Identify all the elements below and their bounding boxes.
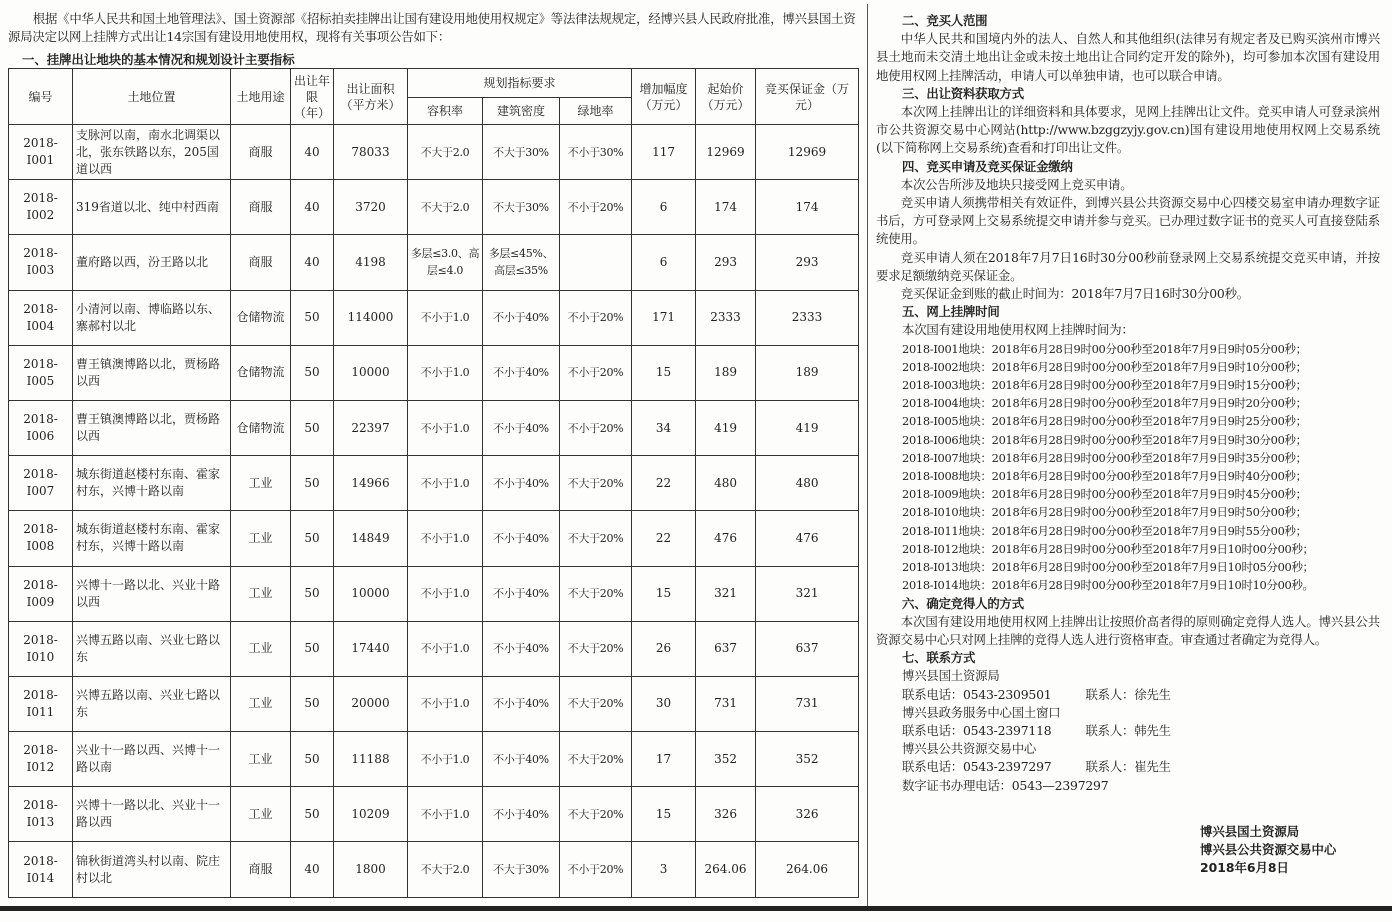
header-id: 编号	[9, 69, 73, 125]
cell-start-price: 326	[696, 787, 756, 842]
cell-id: 2018-I009	[9, 566, 73, 621]
cell-area: 17440	[334, 621, 408, 676]
cell-use: 工业	[231, 566, 291, 621]
cell-density: 不大于30%	[483, 125, 560, 180]
cell-id: 2018-I003	[9, 235, 73, 290]
table-row	[9, 621, 859, 676]
cell-start-price: 352	[696, 732, 756, 787]
cell-increment: 3	[632, 842, 696, 897]
schedule-item: 2018-I005地块：2018年6月28日9时00分00秒至2018年7月9日9时25分00秒；	[902, 414, 1307, 429]
cell-increment: 22	[632, 511, 696, 566]
schedule-item: 2018-I009地块：2018年6月28日9时00分00秒至2018年7月9日9时45分00秒；	[902, 487, 1307, 502]
contact-tel-1: 联系电话：0543-2309501	[902, 686, 1052, 702]
cell-far: 不小于1.0	[408, 621, 483, 676]
cell-deposit: 12969	[756, 125, 859, 180]
header-use: 土地用途	[231, 69, 291, 125]
contact-person-1: 联系人：徐先生	[1085, 686, 1171, 702]
cell-term: 50	[291, 787, 334, 842]
table-row	[9, 456, 859, 511]
cell-term: 40	[291, 842, 334, 897]
cell-area: 3720	[334, 180, 408, 235]
cell-id: 2018-I014	[9, 842, 73, 897]
cell-green: 不大于20%	[560, 566, 632, 621]
schedule-item: 2018-I008地块：2018年6月28日9时00分00秒至2018年7月9日9时40分00秒；	[902, 469, 1307, 484]
s3-text: 本次网上挂牌出让的详细资料和具体要求，见网上挂牌出让文件。竞买申请人可登录滨州市公共资源交易中心网站(http://www.bzggzyjy.gov.cn)国有建设用地使用权网上交易系统(以下简称网上交易系统)查看和打印出让文件。	[876, 104, 1380, 156]
column-divider	[867, 4, 868, 910]
cell-density: 不小于40%	[483, 732, 560, 787]
cell-area: 1800	[334, 842, 408, 897]
cell-green: 不小于20%	[560, 400, 632, 455]
notice-right-column	[876, 12, 1380, 795]
s2-text: 中华人民共和国境内外的法人、自然人和其他组织(法律另有规定者及已购买滨州市博兴县土地而未交清土地出让金或未按土地出让合同约定开发的除外)，均可参加本次国有建设用地使用权网上挂牌活动，申请人可以单独申请，也可以联合申请。	[876, 31, 1380, 83]
table-row	[9, 180, 859, 235]
table-row	[9, 345, 859, 400]
cell-density: 不小于40%	[483, 621, 560, 676]
cell-area: 14849	[334, 511, 408, 566]
cell-green	[560, 235, 632, 290]
schedule-item: 2018-I007地块：2018年6月28日9时00分00秒至2018年7月9日9时35分00秒；	[902, 450, 1307, 465]
cell-increment: 117	[632, 125, 696, 180]
cell-area: 10000	[334, 566, 408, 621]
table-row	[9, 566, 859, 621]
s7-title: 七、联系方式	[902, 650, 976, 666]
signature-date: 2018年6月8日	[1200, 860, 1289, 875]
cell-start-price: 2333	[696, 290, 756, 345]
cell-density: 不小于40%	[483, 511, 560, 566]
cell-id: 2018-I001	[9, 125, 73, 180]
cell-use: 仓储物流	[231, 345, 291, 400]
cell-location: 锦秋街道湾头村以南、院庄村以北	[73, 842, 231, 897]
cell-far: 不小于1.0	[408, 511, 483, 566]
cell-use: 工业	[231, 621, 291, 676]
cell-far: 不大于2.0	[408, 180, 483, 235]
cell-id: 2018-I007	[9, 456, 73, 511]
table-row	[9, 511, 859, 566]
cell-start-price: 731	[696, 676, 756, 731]
table-row	[9, 400, 859, 455]
header-location: 土地位置	[73, 69, 231, 125]
header-far: 容积率	[408, 98, 483, 125]
cell-increment: 30	[632, 676, 696, 731]
cell-use: 工业	[231, 676, 291, 731]
cell-increment: 15	[632, 787, 696, 842]
cell-location: 曹王镇澳博路以北，贾杨路以西	[73, 400, 231, 455]
cell-start-price: 637	[696, 621, 756, 676]
cell-id: 2018-I004	[9, 290, 73, 345]
cell-term: 40	[291, 125, 334, 180]
s4-p3: 竞买申请人须在2018年7月7日16时30分00秒前登录网上交易系统提交竞买申请，并按要求足额缴纳竞买保证金。	[876, 249, 1380, 283]
cell-location: 兴博十一路以北、兴业十一路以西	[73, 787, 231, 842]
schedule-item: 2018-I014地块：2018年6月28日9时00分00秒至2018年7月9日10时10分00秒。	[902, 578, 1314, 593]
cell-start-price: 174	[696, 180, 756, 235]
intro-paragraph: 根据《中华人民共和国土地管理法》、国土资源部《招标拍卖挂牌出让国有建设用地使用权规定》等法律法规规定，经博兴县人民政府批准，博兴县国土资源局决定以网上挂牌方式出让14宗国有建设用地使用权，现将有关事项公告如下：	[8, 11, 856, 44]
cell-area: 4198	[334, 235, 408, 290]
cell-location: 兴博五路以南、兴业七路以东	[73, 621, 231, 676]
schedule-item: 2018-I003地块：2018年6月28日9时00分00秒至2018年7月9日9时15分00秒；	[902, 378, 1307, 393]
cell-id: 2018-I012	[9, 732, 73, 787]
cell-density: 不小于40%	[483, 787, 560, 842]
header-plan-group: 规划指标要求	[408, 69, 632, 98]
cell-green: 不小于30%	[560, 125, 632, 180]
cell-use: 商服	[231, 842, 291, 897]
cell-location: 城东街道赵楼村东南、霍家村东，兴博十路以南	[73, 456, 231, 511]
cert-phone: 数字证书办理电话：0543—2397297	[902, 777, 1109, 793]
cell-id: 2018-I002	[9, 180, 73, 235]
contact-tel-3: 联系电话：0543-2397297	[902, 759, 1052, 775]
cell-use: 商服	[231, 180, 291, 235]
cell-term: 40	[291, 235, 334, 290]
cell-deposit: 293	[756, 235, 859, 290]
cell-green: 不小于20%	[560, 180, 632, 235]
cell-id: 2018-I008	[9, 511, 73, 566]
schedule-item: 2018-I010地块：2018年6月28日9时00分00秒至2018年7月9日9时50分00秒；	[902, 505, 1307, 520]
cell-id: 2018-I006	[9, 400, 73, 455]
s6-title: 六、确定竞得人的方式	[902, 595, 1024, 611]
cell-far: 不小于1.0	[408, 566, 483, 621]
header-start-price: 起始价（万元）	[696, 69, 756, 125]
cell-area: 78033	[334, 125, 408, 180]
cell-term: 40	[291, 180, 334, 235]
table-row	[9, 842, 859, 897]
header-term: 出让年限（年）	[291, 69, 334, 125]
cell-density: 不小于40%	[483, 400, 560, 455]
cell-deposit: 321	[756, 566, 859, 621]
cell-increment: 26	[632, 621, 696, 676]
schedule-item: 2018-I006地块：2018年6月28日9时00分00秒至2018年7月9日9时30分00秒；	[902, 432, 1307, 447]
cell-far: 多层≤3.0、高层≤4.0	[408, 235, 483, 290]
cell-green: 不大于20%	[560, 511, 632, 566]
cell-term: 50	[291, 621, 334, 676]
cell-use: 商服	[231, 125, 291, 180]
cell-location: 319省道以北、纯中村西南	[73, 180, 231, 235]
cell-start-price: 419	[696, 400, 756, 455]
cell-increment: 17	[632, 732, 696, 787]
cell-deposit: 476	[756, 511, 859, 566]
cell-green: 不大于20%	[560, 732, 632, 787]
cell-term: 50	[291, 732, 334, 787]
s6-text: 本次国有建设用地使用权网上挂牌出让按照价高者得的原则确定竞得人选人。博兴县公共资源交易中心只对网上挂牌的竞得人选人进行资格审查。审查通过者确定为竞得人。	[876, 613, 1380, 647]
s4-p2: 竞买申请人须携带相关有效证件，到博兴县公共资源交易中心四楼交易室申请办理数字证书后，方可登录网上交易系统提交申请并参与竞买。已办理过数字证书的竞买人可直接登陆系统使用。	[876, 195, 1380, 247]
s5-title: 五、网上挂牌时间	[902, 304, 1000, 320]
cell-deposit: 352	[756, 732, 859, 787]
cell-green: 不小于20%	[560, 842, 632, 897]
cell-id: 2018-I010	[9, 621, 73, 676]
contact-person-3: 联系人：崔先生	[1085, 759, 1171, 775]
cell-use: 商服	[231, 235, 291, 290]
cell-density: 不小于40%	[483, 456, 560, 511]
bottom-rule	[0, 906, 1392, 911]
contact-person-2: 联系人：韩先生	[1085, 722, 1171, 738]
cell-density: 不大于30%	[483, 180, 560, 235]
cell-term: 50	[291, 511, 334, 566]
cell-green: 不小于20%	[560, 345, 632, 400]
cell-location: 城东街道赵楼村东南、霍家村东，兴博十路以南	[73, 511, 231, 566]
cell-start-price: 321	[696, 566, 756, 621]
schedule-item: 2018-I012地块：2018年6月28日9时00分00秒至2018年7月9日10时00分00秒；	[902, 541, 1314, 556]
cell-use: 工业	[231, 787, 291, 842]
cell-area: 10000	[334, 345, 408, 400]
cell-term: 50	[291, 566, 334, 621]
cell-green: 不小于20%	[560, 290, 632, 345]
cell-area: 20000	[334, 676, 408, 731]
cell-deposit: 326	[756, 787, 859, 842]
cell-deposit: 264.06	[756, 842, 859, 897]
cell-deposit: 189	[756, 345, 859, 400]
cell-use: 工业	[231, 511, 291, 566]
cell-start-price: 264.06	[696, 842, 756, 897]
header-increment: 增加幅度（万元）	[632, 69, 696, 125]
schedule-list	[876, 340, 1380, 595]
cell-area: 114000	[334, 290, 408, 345]
s4-title: 四、竞买申请及竞买保证金缴纳	[902, 158, 1073, 174]
cell-location: 支脉河以南，南水北调渠以北，张东铁路以东，205国道以西	[73, 125, 231, 180]
contact-line-3	[876, 758, 1380, 776]
cell-density: 多层≤45%、高层≤35%	[483, 235, 560, 290]
cell-start-price: 480	[696, 456, 756, 511]
schedule-item: 2018-I004地块：2018年6月28日9时00分00秒至2018年7月9日9时20分00秒；	[902, 396, 1307, 411]
cell-deposit: 637	[756, 621, 859, 676]
header-deposit: 竞买保证金（万元）	[756, 69, 859, 125]
cell-increment: 6	[632, 235, 696, 290]
cell-far: 不小于1.0	[408, 400, 483, 455]
cell-increment: 171	[632, 290, 696, 345]
cell-deposit: 174	[756, 180, 859, 235]
cell-far: 不小于1.0	[408, 787, 483, 842]
cell-area: 22397	[334, 400, 408, 455]
cell-far: 不小于1.0	[408, 456, 483, 511]
cell-start-price: 12969	[696, 125, 756, 180]
contact-org-3: 博兴县公共资源交易中心	[902, 741, 1037, 757]
table-row	[9, 787, 859, 842]
table-row	[9, 676, 859, 731]
cell-location: 兴博五路以南、兴业七路以东	[73, 676, 231, 731]
cell-increment: 34	[632, 400, 696, 455]
cell-far: 不小于1.0	[408, 732, 483, 787]
table-row	[9, 732, 859, 787]
cell-far: 不小于1.0	[408, 676, 483, 731]
cell-far: 不小于1.0	[408, 290, 483, 345]
cell-deposit: 480	[756, 456, 859, 511]
header-density: 建筑密度	[483, 98, 560, 125]
cell-deposit: 2333	[756, 290, 859, 345]
header-area: 出让面积（平方米）	[334, 69, 408, 125]
cell-green: 不大于20%	[560, 676, 632, 731]
s5-intro: 本次国有建设用地使用权网上挂牌时间为：	[902, 322, 1134, 338]
table-row	[9, 290, 859, 345]
cell-term: 50	[291, 345, 334, 400]
schedule-item: 2018-I001地块：2018年6月28日9时00分00秒至2018年7月9日9时05分00秒；	[902, 341, 1307, 356]
cell-location: 董府路以西，汾王路以北	[73, 235, 231, 290]
s4-p1: 本次公告所涉及地块只接受网上竞买申请。	[900, 176, 1133, 192]
land-lots-table	[8, 68, 859, 898]
contact-tel-2: 联系电话：0543-2397118	[902, 722, 1052, 738]
cell-id: 2018-I011	[9, 676, 73, 731]
cell-increment: 15	[632, 345, 696, 400]
contact-org-1: 博兴县国土资源局	[902, 668, 1000, 684]
cell-density: 不大于30%	[483, 842, 560, 897]
cell-green: 不大于20%	[560, 621, 632, 676]
cell-use: 仓储物流	[231, 290, 291, 345]
section1-title: 一、挂牌出让地块的基本情况和规划设计主要指标	[22, 52, 295, 67]
schedule-item: 2018-I011地块：2018年6月28日9时00分00秒至2018年7月9日9时55分00秒；	[902, 523, 1307, 538]
signature-org-2: 博兴县公共资源交易中心	[1200, 842, 1337, 857]
table-row	[9, 235, 859, 290]
cell-area: 10209	[334, 787, 408, 842]
header-green: 绿地率	[560, 98, 632, 125]
cell-term: 50	[291, 676, 334, 731]
cell-increment: 15	[632, 566, 696, 621]
cell-deposit: 419	[756, 400, 859, 455]
cell-id: 2018-I005	[9, 345, 73, 400]
cell-green: 不大于20%	[560, 456, 632, 511]
contact-org-2: 博兴县政务服务中心国土窗口	[902, 704, 1061, 720]
s3-title: 三、出让资料获取方式	[902, 85, 1024, 101]
cell-start-price: 189	[696, 345, 756, 400]
cell-location: 兴业十一路以西、兴博十一路以南	[73, 732, 231, 787]
cell-density: 不小于40%	[483, 676, 560, 731]
cell-density: 不小于40%	[483, 345, 560, 400]
cell-area: 11188	[334, 732, 408, 787]
cell-location: 小清河以南、博临路以东、寨郝村以北	[73, 290, 231, 345]
schedule-item: 2018-I002地块：2018年6月28日9时00分00秒至2018年7月9日9时10分00秒；	[902, 359, 1307, 374]
cell-id: 2018-I013	[9, 787, 73, 842]
cell-term: 50	[291, 290, 334, 345]
cell-area: 14966	[334, 456, 408, 511]
contact-line-2	[876, 722, 1380, 740]
cell-deposit: 731	[756, 676, 859, 731]
cell-far: 不小于1.0	[408, 345, 483, 400]
cell-location: 曹王镇澳博路以北，贾杨路以西	[73, 345, 231, 400]
table-row	[9, 125, 859, 180]
cell-far: 不大于2.0	[408, 842, 483, 897]
cell-use: 仓储物流	[231, 400, 291, 455]
cell-location: 兴博十一路以北、兴业十路以西	[73, 566, 231, 621]
cell-density: 不小于40%	[483, 290, 560, 345]
signature-block	[1200, 823, 1336, 877]
cell-increment: 22	[632, 456, 696, 511]
cell-term: 50	[291, 456, 334, 511]
cell-green: 不大于20%	[560, 787, 632, 842]
cell-increment: 6	[632, 180, 696, 235]
signature-org-1: 博兴县国土资源局	[1200, 824, 1300, 839]
cell-use: 工业	[231, 732, 291, 787]
contact-line-1	[876, 686, 1380, 704]
cell-start-price: 293	[696, 235, 756, 290]
cell-density: 不小于40%	[483, 566, 560, 621]
cell-term: 50	[291, 400, 334, 455]
cell-far: 不大于2.0	[408, 125, 483, 180]
s2-title: 二、竞买人范围	[902, 13, 988, 28]
cell-use: 工业	[231, 456, 291, 511]
s4-p4: 竞买保证金到账的截止时间为：2018年7月7日16时30分00秒。	[900, 286, 1249, 302]
schedule-item: 2018-I013地块：2018年6月28日9时00分00秒至2018年7月9日10时05分00秒；	[902, 560, 1314, 575]
cell-start-price: 476	[696, 511, 756, 566]
